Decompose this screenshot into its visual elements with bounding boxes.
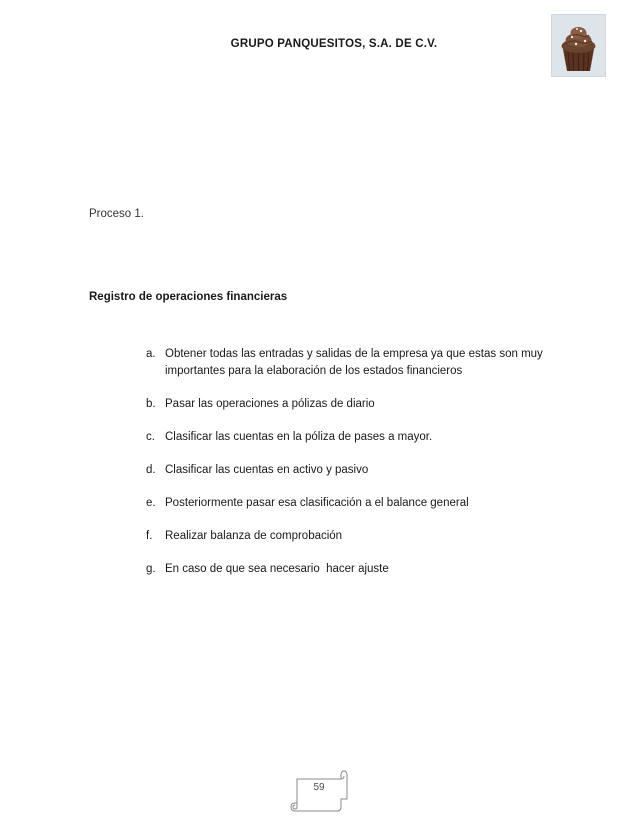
list-item <box>146 561 566 578</box>
list-item-text: En caso de que sea necesario hacer ajuste <box>165 563 389 575</box>
list-item-text: Clasificar las cuentas en activo y pasivo <box>165 464 369 476</box>
cupcake-icon <box>551 14 606 77</box>
list-item <box>146 429 566 446</box>
list-item <box>146 346 566 380</box>
list-item-letter: d. <box>146 464 156 476</box>
list-item-text: Realizar balanza de comprobación <box>165 530 343 542</box>
list-item <box>146 462 566 479</box>
page-number: 59 <box>313 782 325 793</box>
process-label: Proceso 1. <box>89 208 144 220</box>
list-item-text: Posteriormente pasar esa clasificación a el balance general <box>165 497 469 509</box>
list-item-letter: e. <box>146 497 156 509</box>
list-item-text: Pasar las operaciones a pólizas de diario <box>165 398 375 410</box>
list-item-letter: f. <box>146 530 153 542</box>
page-number-badge <box>289 767 349 813</box>
steps-list <box>146 346 566 578</box>
list-item-text: Obtener todas las entradas y salidas de la empresa ya que estas son muy importantes para la elaboración de los estados financieros <box>165 348 543 377</box>
list-item-letter: b. <box>146 398 156 410</box>
list-item-letter: g. <box>146 563 156 575</box>
list-item <box>146 495 566 512</box>
section-heading: Registro de operaciones financieras <box>89 291 288 303</box>
company-name: GRUPO PANQUESITOS, S.A. DE C.V. <box>230 38 438 50</box>
list-item-letter: c. <box>146 431 155 443</box>
list-item-text: Clasificar las cuentas en la póliza de pases a mayor. <box>165 431 433 443</box>
list-item-letter: a. <box>146 348 156 360</box>
list-item <box>146 396 566 413</box>
list-item <box>146 528 566 545</box>
document-header-title <box>0 38 638 50</box>
